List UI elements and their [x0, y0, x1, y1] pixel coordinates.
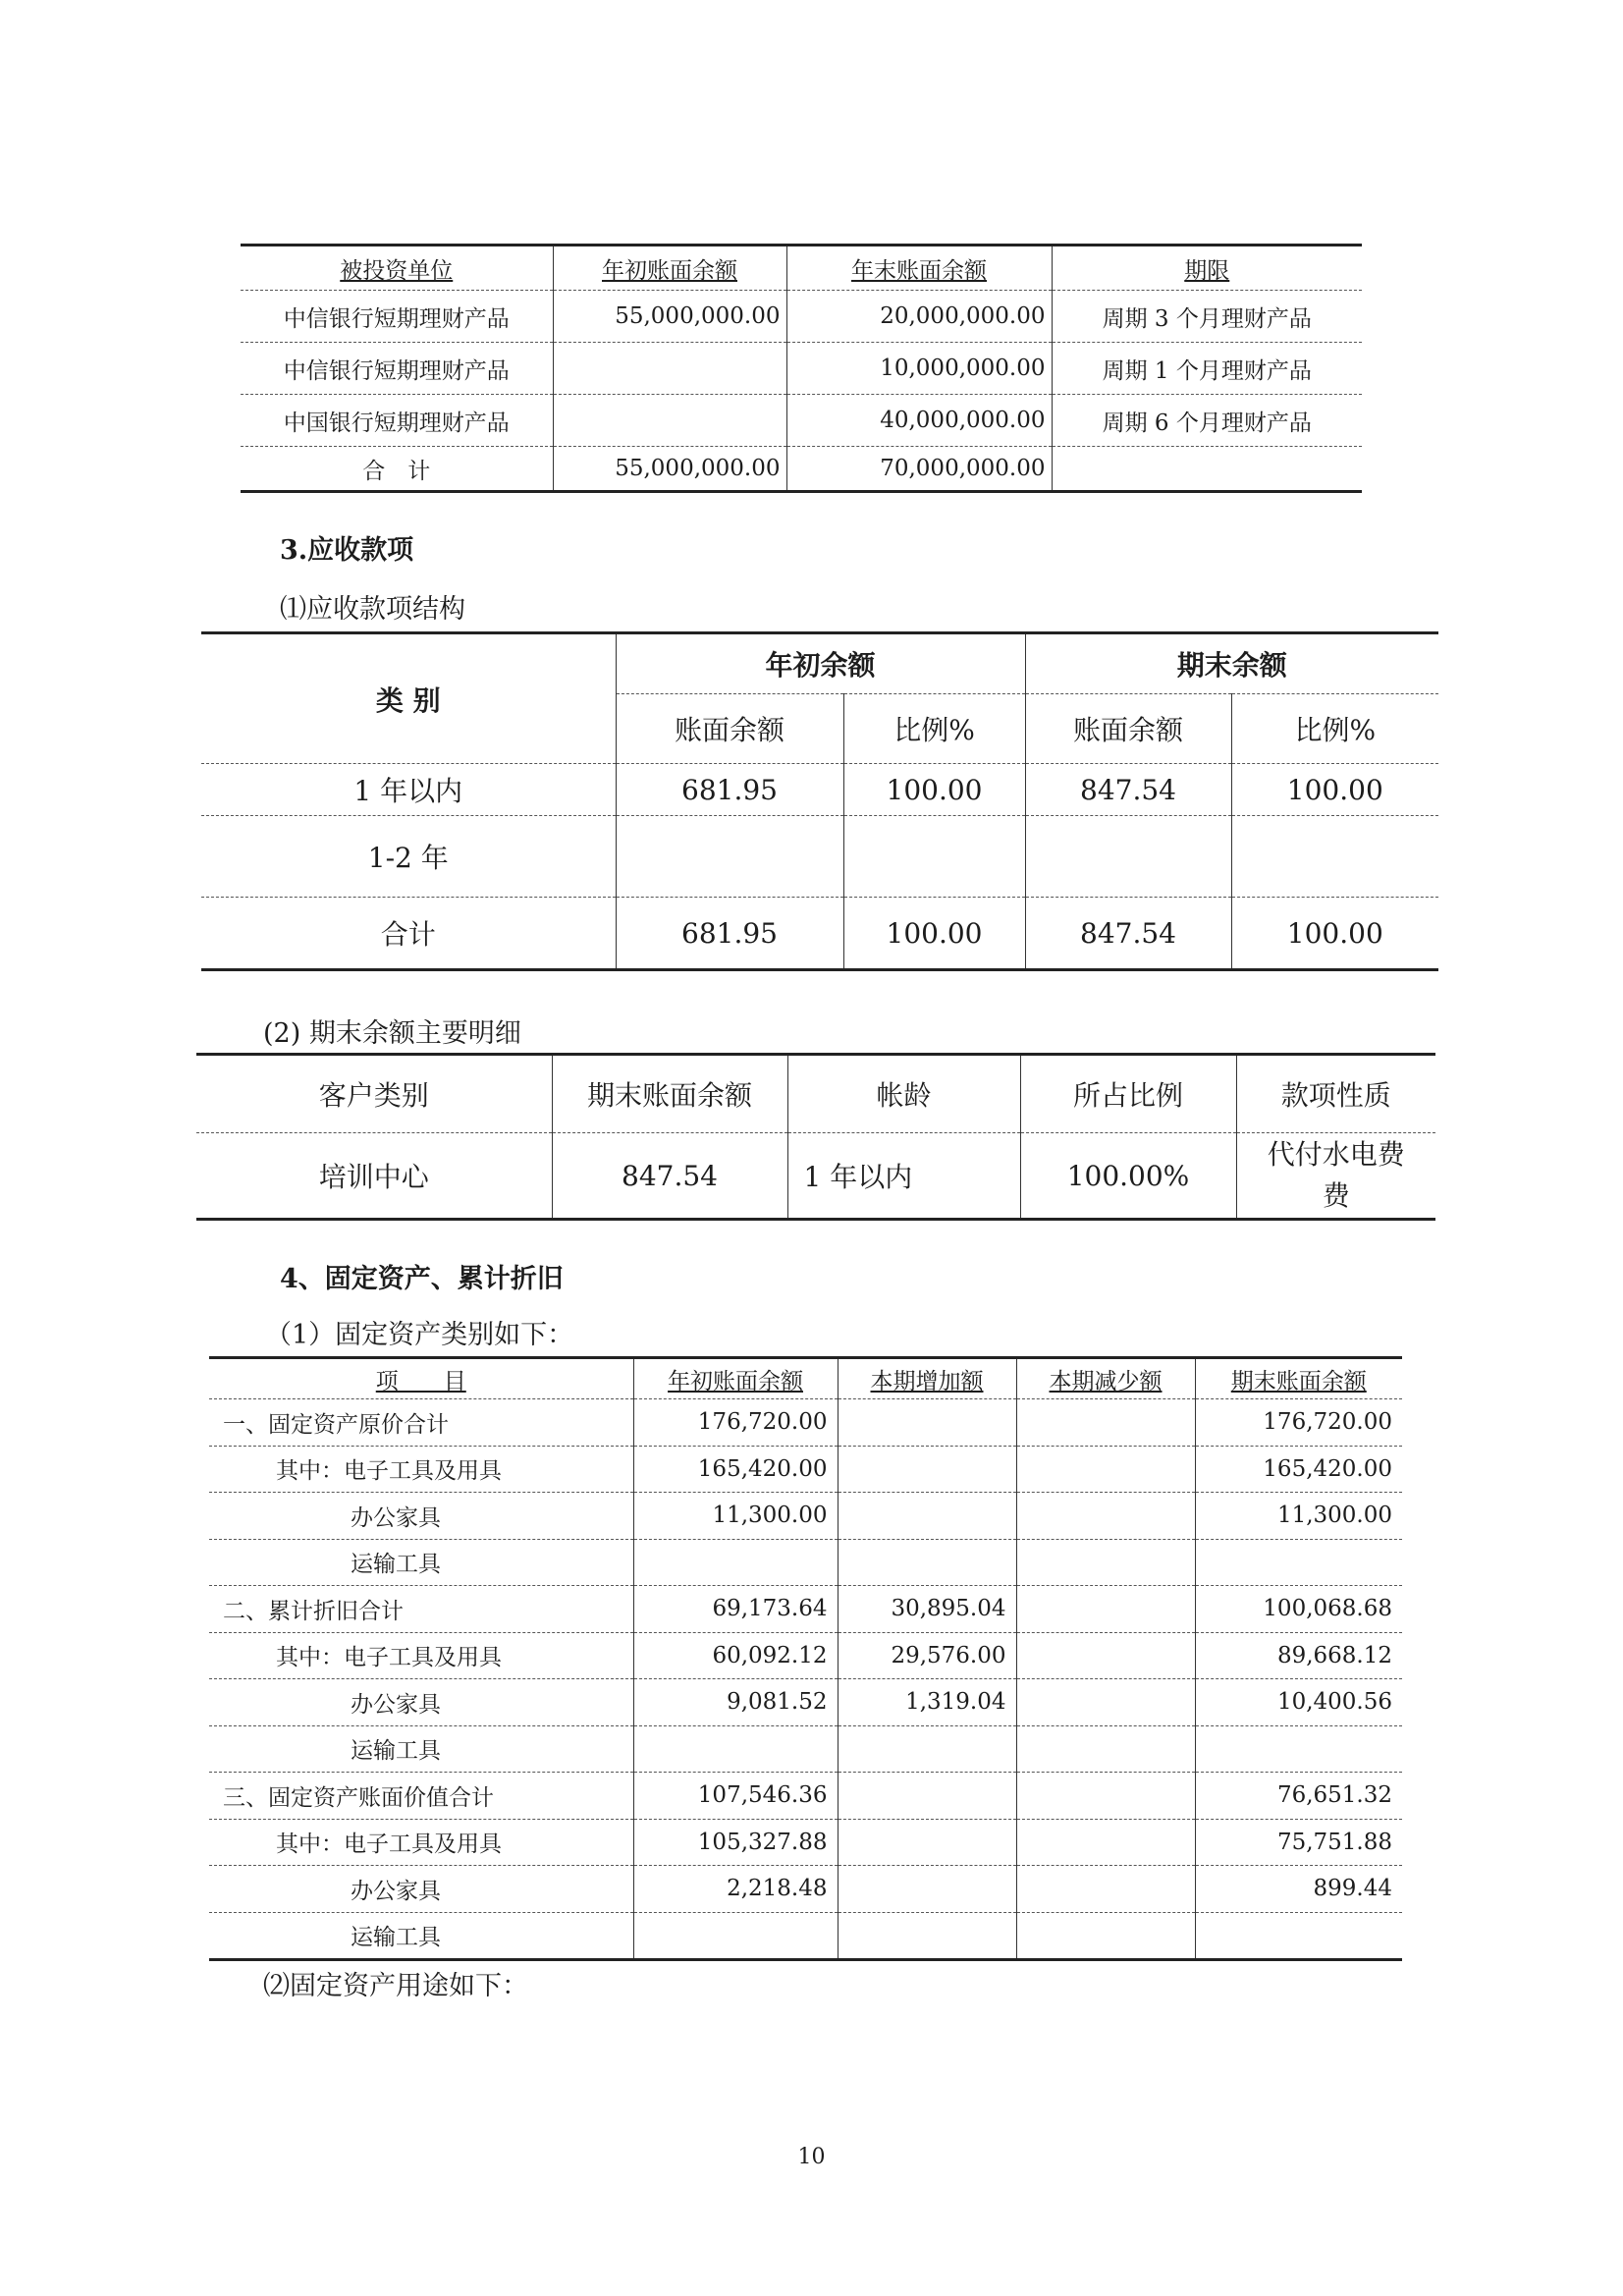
- cell-value: 11,300.00: [633, 1493, 838, 1540]
- total-row: [241, 447, 1362, 492]
- cell-value: 847.54: [1025, 764, 1231, 816]
- cell-opening: [553, 343, 786, 395]
- cell-value: 165,420.00: [1195, 1446, 1402, 1493]
- cell-value: 10,400.56: [1195, 1679, 1402, 1726]
- table-row: [196, 1133, 1435, 1220]
- cell-nature: [1236, 1133, 1435, 1220]
- cell-value: 176,720.00: [1195, 1399, 1402, 1447]
- table-row: [241, 343, 1362, 395]
- cell-item-label: 运输工具: [351, 1738, 441, 1765]
- table-row: [209, 1819, 1402, 1866]
- cell-value: [1195, 1912, 1402, 1960]
- cell-total-opening: 55,000,000.00: [553, 447, 786, 492]
- cell-value: [838, 1493, 1016, 1540]
- cell-balance: 847.54: [552, 1133, 787, 1220]
- cell-aging: 1 年以内: [787, 1133, 1020, 1220]
- detail-header-row: [196, 1055, 1435, 1133]
- header-opening-balance: 年初账面余额: [553, 246, 786, 291]
- header-term: 期限: [1052, 246, 1362, 291]
- cell-value: 176,720.00: [633, 1399, 838, 1447]
- header-closing-amount: 账面余额: [1025, 694, 1231, 764]
- cell-value: 100,068.68: [1195, 1586, 1402, 1633]
- cell-value: [1016, 1493, 1195, 1540]
- fixed-assets-header: [209, 1358, 1402, 1399]
- header-opening-amount: 账面余额: [616, 694, 843, 764]
- header-aging: 帐龄: [787, 1055, 1020, 1133]
- cell-value: [838, 1912, 1016, 1960]
- cell-value: [1016, 1632, 1195, 1679]
- header-nature: 款项性质: [1236, 1055, 1435, 1133]
- cell-value: [1231, 816, 1438, 898]
- cell-value: [1016, 1725, 1195, 1773]
- cell-value: [838, 1773, 1016, 1820]
- section-4-subtitle-2: ⑵固定资产用途如下：: [263, 1971, 528, 2001]
- cell-item-label: 其中：电子工具及用具: [276, 1831, 502, 1858]
- cell-value: 30,895.04: [838, 1586, 1016, 1633]
- header-proportion: 所占比例: [1020, 1055, 1236, 1133]
- cell-value: 76,651.32: [1195, 1773, 1402, 1820]
- header-closing-balance: 期末账面余额: [552, 1055, 787, 1133]
- cell-total-closing: 70,000,000.00: [786, 447, 1052, 492]
- section-4-title: 4、固定资产、累计折旧: [280, 1264, 564, 1294]
- header-item: 项 目: [375, 1368, 466, 1394]
- table-row: [201, 816, 1438, 898]
- section-3-subtitle-2: (2) 期末余额主要明细: [263, 1018, 521, 1049]
- cell-value: 107,546.36: [633, 1773, 838, 1820]
- table-row: [241, 291, 1362, 343]
- fixed-assets-table: [209, 1356, 1402, 1961]
- header-closing-group: 期末余额: [1025, 633, 1438, 694]
- cell-item-label: 运输工具: [351, 1925, 441, 1951]
- cell-value: 60,092.12: [633, 1632, 838, 1679]
- page-number: 10: [797, 2145, 826, 2169]
- table-row: [209, 1866, 1402, 1913]
- cell-value: [1016, 1399, 1195, 1447]
- fixed-assets-body: [209, 1399, 1402, 1960]
- table-row: [209, 1912, 1402, 1960]
- cell-value: [838, 1819, 1016, 1866]
- cell-closing: 10,000,000.00: [786, 343, 1052, 395]
- cell-value: 75,751.88: [1195, 1819, 1402, 1866]
- cell-category: 1-2 年: [367, 842, 449, 874]
- cell-value: [633, 1539, 838, 1586]
- section-3-title: 3.应收款项: [280, 535, 414, 566]
- header-closing-ratio: 比例%: [1231, 694, 1438, 764]
- cell-total-label: 合 计: [362, 458, 431, 484]
- cell-opening: 55,000,000.00: [553, 291, 786, 343]
- cell-item-label: 三、固定资产账面价值合计: [223, 1784, 494, 1811]
- cell-value: 11,300.00: [1195, 1493, 1402, 1540]
- cell-value: [1016, 1539, 1195, 1586]
- cell-value: [838, 1725, 1016, 1773]
- cell-value: [1195, 1539, 1402, 1586]
- cell-value: [1016, 1586, 1195, 1633]
- cell-closing: 40,000,000.00: [786, 395, 1052, 447]
- cell-item-label: 办公家具: [351, 1504, 441, 1531]
- cell-value: 100.00: [843, 764, 1025, 816]
- header-opening-ratio: 比例%: [843, 694, 1025, 764]
- receivables-header-row-1: [201, 633, 1438, 694]
- cell-value: 89,668.12: [1195, 1632, 1402, 1679]
- header-decrease: 本期减少额: [1016, 1358, 1195, 1399]
- cell-term: 周期 3 个月理财产品: [1052, 291, 1362, 343]
- table-row: [209, 1725, 1402, 1773]
- investment-table: [241, 244, 1362, 493]
- cell-value: 100.00: [843, 898, 1025, 970]
- cell-value: [1025, 816, 1231, 898]
- cell-value: [838, 1446, 1016, 1493]
- cell-nature-line-2: 费: [1322, 1179, 1350, 1212]
- table-row: [209, 1493, 1402, 1540]
- table-row: [209, 1586, 1402, 1633]
- cell-value: 9,081.52: [633, 1679, 838, 1726]
- cell-proportion: 100.00%: [1020, 1133, 1236, 1220]
- section-3-subtitle-1: ⑴应收款项结构: [280, 594, 465, 625]
- cell-value: 100.00: [1231, 898, 1438, 970]
- cell-value: 105,327.88: [633, 1819, 838, 1866]
- cell-closing: 20,000,000.00: [786, 291, 1052, 343]
- table-row: [241, 395, 1362, 447]
- cell-total-term: [1052, 447, 1362, 492]
- table-row: [209, 1399, 1402, 1447]
- header-investee: 被投资单位: [340, 257, 454, 284]
- cell-value: [838, 1866, 1016, 1913]
- cell-investee: 中信银行短期理财产品: [283, 357, 510, 384]
- receivables-structure-table: [201, 631, 1438, 971]
- cell-value: 1,319.04: [838, 1679, 1016, 1726]
- header-opening: 年初账面余额: [633, 1358, 838, 1399]
- cell-value: [1016, 1446, 1195, 1493]
- table-row: [209, 1632, 1402, 1679]
- header-category: 类 别: [201, 633, 616, 764]
- header-opening-group: 年初余额: [616, 633, 1025, 694]
- table-row: [209, 1773, 1402, 1820]
- total-row: [201, 898, 1438, 970]
- header-closing: 期末账面余额: [1195, 1358, 1402, 1399]
- cell-value: 165,420.00: [633, 1446, 838, 1493]
- cell-term: 周期 1 个月理财产品: [1052, 343, 1362, 395]
- cell-value: 29,576.00: [838, 1632, 1016, 1679]
- cell-value: [838, 1539, 1016, 1586]
- cell-item-label: 办公家具: [351, 1878, 441, 1904]
- cell-investee: 中信银行短期理财产品: [283, 305, 510, 332]
- cell-item-label: 其中：电子工具及用具: [276, 1645, 502, 1671]
- cell-value: 847.54: [1025, 898, 1231, 970]
- cell-item-label: 一、固定资产原价合计: [223, 1411, 449, 1438]
- cell-value: [1016, 1819, 1195, 1866]
- cell-value: [633, 1912, 838, 1960]
- table-row: [209, 1446, 1402, 1493]
- investment-table-header: [241, 246, 1362, 291]
- cell-value: 681.95: [616, 764, 843, 816]
- section-4-subtitle-1: （1）固定资产类别如下：: [265, 1320, 574, 1350]
- cell-value: 2,218.48: [633, 1866, 838, 1913]
- cell-term: 周期 6 个月理财产品: [1052, 395, 1362, 447]
- table-row: [209, 1539, 1402, 1586]
- cell-value: [1195, 1725, 1402, 1773]
- table-row: [201, 764, 1438, 816]
- cell-value: [843, 816, 1025, 898]
- cell-value: 69,173.64: [633, 1586, 838, 1633]
- cell-item-label: 其中：电子工具及用具: [276, 1458, 502, 1485]
- cell-opening: [553, 395, 786, 447]
- cell-value: 681.95: [616, 898, 843, 970]
- cell-value: [616, 816, 843, 898]
- cell-value: 100.00: [1231, 764, 1438, 816]
- cell-item-label: 运输工具: [351, 1552, 441, 1578]
- cell-value: [1016, 1773, 1195, 1820]
- cell-value: [838, 1399, 1016, 1447]
- header-customer-type: 客户类别: [318, 1079, 429, 1112]
- cell-value: [1016, 1679, 1195, 1726]
- header-closing-balance: 年末账面余额: [786, 246, 1052, 291]
- table-row: [209, 1679, 1402, 1726]
- cell-category: 合计: [380, 918, 436, 951]
- receivables-detail-table: [196, 1053, 1435, 1221]
- cell-category: 1 年以内: [353, 775, 463, 807]
- cell-nature-line-1: 代付水电费: [1267, 1138, 1405, 1171]
- header-increase: 本期增加额: [838, 1358, 1016, 1399]
- cell-value: 899.44: [1195, 1866, 1402, 1913]
- cell-item-label: 办公家具: [351, 1691, 441, 1718]
- cell-value: [633, 1725, 838, 1773]
- cell-value: [1016, 1866, 1195, 1913]
- cell-value: [1016, 1912, 1195, 1960]
- cell-item-label: 二、累计折旧合计: [223, 1598, 404, 1624]
- cell-investee: 中国银行短期理财产品: [283, 410, 510, 436]
- cell-customer: 培训中心: [318, 1161, 429, 1193]
